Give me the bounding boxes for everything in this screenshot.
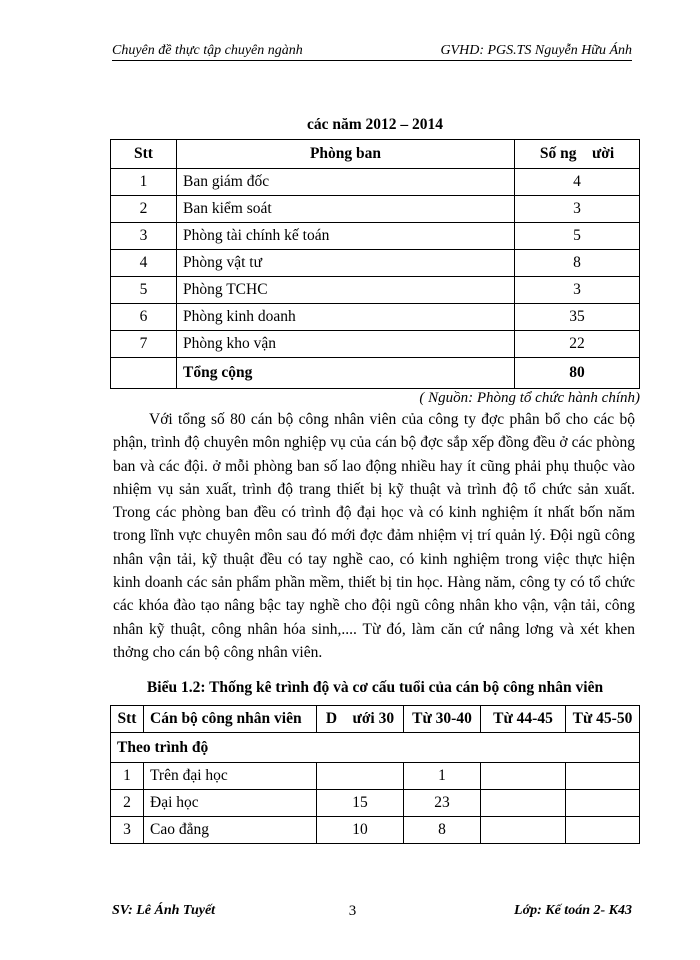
stt-cell: 3 <box>111 817 144 844</box>
total-label: Tổng cộng <box>177 358 515 389</box>
section-label: Theo trình độ <box>111 733 640 763</box>
staff-cell: Cao đẳng <box>144 817 317 844</box>
page-footer <box>112 903 632 920</box>
department-cell: Ban giám đốc <box>177 169 515 196</box>
count-cell: 3 <box>515 196 640 223</box>
department-cell: Ban kiểm soát <box>177 196 515 223</box>
value-cell: 1 <box>404 763 481 790</box>
page-number: 3 <box>348 903 357 919</box>
header-left-text: Chuyên đề thực tập chuyên ngành <box>112 43 303 58</box>
department-cell: Phòng tài chính kế toán <box>177 223 515 250</box>
column-header-45-50: Từ 45-50 <box>566 706 640 733</box>
value-cell <box>317 763 404 790</box>
empty-cell <box>111 358 177 389</box>
column-header-department: Phòng ban <box>177 140 515 169</box>
count-cell: 8 <box>515 250 640 277</box>
table-row <box>111 817 640 844</box>
column-header-stt: Stt <box>111 706 144 733</box>
section-row <box>111 733 640 763</box>
value-cell: 23 <box>404 790 481 817</box>
qualification-age-table <box>110 705 640 844</box>
table-row <box>111 277 640 304</box>
department-cell: Phòng vật tư <box>177 250 515 277</box>
value-cell <box>566 817 640 844</box>
column-header-staff: Cán bộ công nhân viên <box>144 706 317 733</box>
page-header <box>112 37 632 61</box>
stt-cell: 3 <box>111 223 177 250</box>
stt-cell: 2 <box>111 790 144 817</box>
stt-cell: 5 <box>111 277 177 304</box>
staff-cell: Trên đại học <box>144 763 317 790</box>
table1-source-note: ( Nguồn: Phòng tổ chức hành chính) <box>419 390 640 406</box>
value-cell: 8 <box>404 817 481 844</box>
column-header-under-30: D ưới 30 <box>317 706 404 733</box>
count-cell: 4 <box>515 169 640 196</box>
stt-cell: 2 <box>111 196 177 223</box>
table-row <box>111 250 640 277</box>
count-cell: 35 <box>515 304 640 331</box>
department-cell: Phòng TCHC <box>177 277 515 304</box>
value-cell <box>481 763 566 790</box>
column-header-44-45: Từ 44-45 <box>481 706 566 733</box>
value-cell <box>481 817 566 844</box>
table-row <box>111 790 640 817</box>
table2-title: Biểu 1.2: Thống kê trình độ và cơ cấu tuổi của cán bộ công nhân viên <box>146 679 604 696</box>
count-cell: 5 <box>515 223 640 250</box>
department-staff-table <box>110 139 640 389</box>
column-header-stt: Stt <box>111 140 177 169</box>
body-paragraph: Với tổng số 80 cán bộ công nhân viên của công ty đợc phân bổ cho các bộ phận, trình độ chuyên môn nghiệp vụ của cán bộ đợc sắp xếp đồng đều ở các phòng ban và các đội. ở mỗi phòng ban số lao động nhiều hay ít cũng phải phụ thuộc vào nhiệm vụ sản xuất, trình độ trang thiết bị kỹ thuật và trình độ tổ chức sản xuất. Trong các phòng ban đều có trình độ đại học và có kinh nghiệm ít nhất bốn năm trong lĩnh vực chuyên môn sau đó mới đợc đảm nhiệm vị trí quản lý. Đội ngũ công nhân vận tải, kỹ thuật đều có tay nghề cao, có kinh nghiệm trong việc thực hiện kinh doanh các sản phẩm phần mềm, thiết bị tin học. Hàng năm, công ty có tổ chức các khóa đào tạo nâng bậc tay nghề cho đội ngũ công nhân kho vận, vận tải, công nhân kỹ thuật, công nhân hóa sinh,.... Từ đó, làm căn cứ nâng lơng và xét khen thởng cho cán bộ công nhân viên. <box>113 411 635 661</box>
total-value: 80 <box>515 358 640 389</box>
stt-cell: 4 <box>111 250 177 277</box>
stt-cell: 6 <box>111 304 177 331</box>
table-row <box>111 169 640 196</box>
table-row <box>111 196 640 223</box>
value-cell <box>566 790 640 817</box>
count-cell: 3 <box>515 277 640 304</box>
value-cell: 15 <box>317 790 404 817</box>
value-cell: 10 <box>317 817 404 844</box>
header-right-text: GVHD: PGS.TS Nguyễn Hữu Ánh <box>440 43 632 58</box>
department-cell: Phòng kho vận <box>177 331 515 358</box>
table-row <box>111 304 640 331</box>
department-cell: Phòng kinh doanh <box>177 304 515 331</box>
footer-student: SV: Lê Ánh Tuyết <box>112 903 216 918</box>
count-cell: 22 <box>515 331 640 358</box>
table-header-row <box>111 706 640 733</box>
table-row <box>111 223 640 250</box>
value-cell <box>566 763 640 790</box>
stt-cell: 1 <box>111 763 144 790</box>
stt-cell: 7 <box>111 331 177 358</box>
value-cell <box>481 790 566 817</box>
table1-title: các năm 2012 – 2014 <box>306 116 444 133</box>
total-row <box>111 358 640 389</box>
table-row <box>111 763 640 790</box>
staff-cell: Đại học <box>144 790 317 817</box>
footer-class: Lớp: Kế toán 2- K43 <box>514 903 632 918</box>
stt-cell: 1 <box>111 169 177 196</box>
column-header-count: Số ng ười <box>515 140 640 169</box>
table-header-row <box>111 140 640 169</box>
column-header-30-40: Từ 30-40 <box>404 706 481 733</box>
table-row <box>111 331 640 358</box>
